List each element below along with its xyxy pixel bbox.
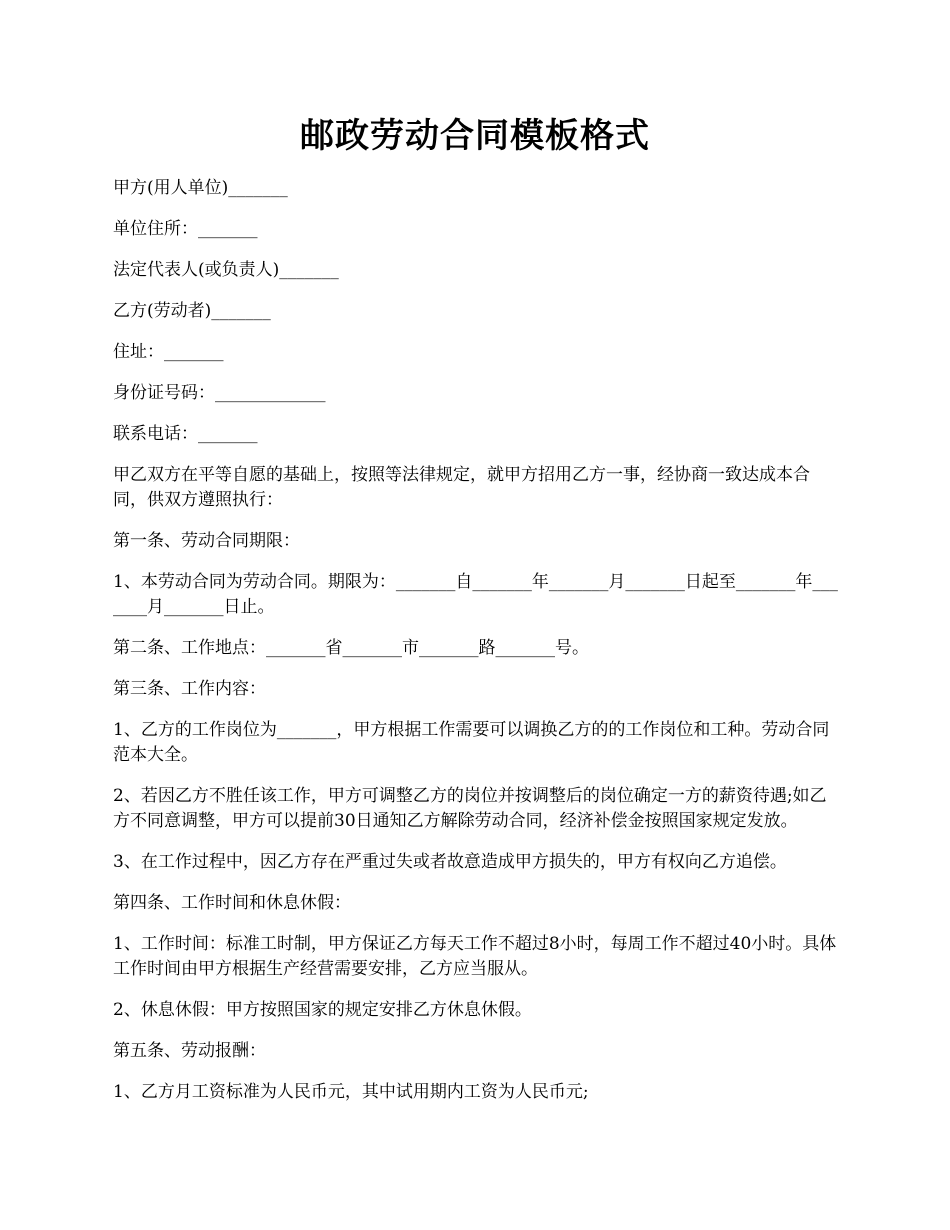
- article-2-heading: 第二条、工作地点：_______省_______市_______路_______号。: [113, 638, 589, 658]
- phone-number: 联系电话：_______: [113, 424, 258, 444]
- article-4-heading: 第四条、工作时间和休息休假：: [113, 893, 351, 913]
- id-number: 身份证号码：_____________: [113, 383, 326, 403]
- preamble: 甲乙双方在平等自愿的基础上，按照等法律规定，就甲方招用乙方一事，经协商一致达成本合同，供双方遵照执行：: [113, 465, 810, 510]
- article-3-item-1: 1、乙方的工作岗位为_______，甲方根据工作需要可以调换乙方的的工作岗位和工种。劳动合同范本大全。: [113, 720, 830, 765]
- party-b-name: 乙方(劳动者)_______: [113, 301, 271, 321]
- document-title: 邮政劳动合同模板格式: [300, 116, 650, 156]
- party-b-address: 住址：_______: [113, 342, 224, 362]
- article-3-item-2: 2、若因乙方不胜任该工作，甲方可调整乙方的岗位并按调整后的岗位确定一方的薪资待遇;如乙方不同意调整，甲方可以提前30日通知乙方解除劳动合同，经济补偿金按照国家规定发放。: [113, 786, 827, 831]
- party-a-address: 单位住所：_______: [113, 219, 258, 239]
- legal-representative: 法定代表人(或负责人)_______: [113, 260, 339, 280]
- article-1-heading: 第一条、劳动合同期限：: [113, 531, 300, 551]
- article-3-item-3: 3、在工作过程中，因乙方存在严重过失或者故意造成甲方损失的，甲方有权向乙方追偿。: [113, 852, 787, 872]
- article-5-item-1: 1、乙方月工资标准为人民币元，其中试用期内工资为人民币元;: [113, 1082, 589, 1102]
- document-body: [113, 176, 839, 1121]
- article-1-item-1: 1、本劳动合同为劳动合同。期限为：_______自_______年_______月_______日起至_______年_______月_______日止。: [113, 572, 838, 617]
- article-4-item-2: 2、休息休假：甲方按照国家的规定安排乙方休息休假。: [113, 1000, 532, 1020]
- party-a-name: 甲方(用人单位)_______: [113, 178, 288, 198]
- article-4-item-1: 1、工作时间：标准工时制，甲方保证乙方每天工作不超过8小时，每周工作不超过40小时。具体工作时间由甲方根据生产经营需要安排，乙方应当服从。: [113, 934, 837, 979]
- article-5-heading: 第五条、劳动报酬：: [113, 1041, 266, 1061]
- article-3-heading: 第三条、工作内容：: [113, 679, 266, 699]
